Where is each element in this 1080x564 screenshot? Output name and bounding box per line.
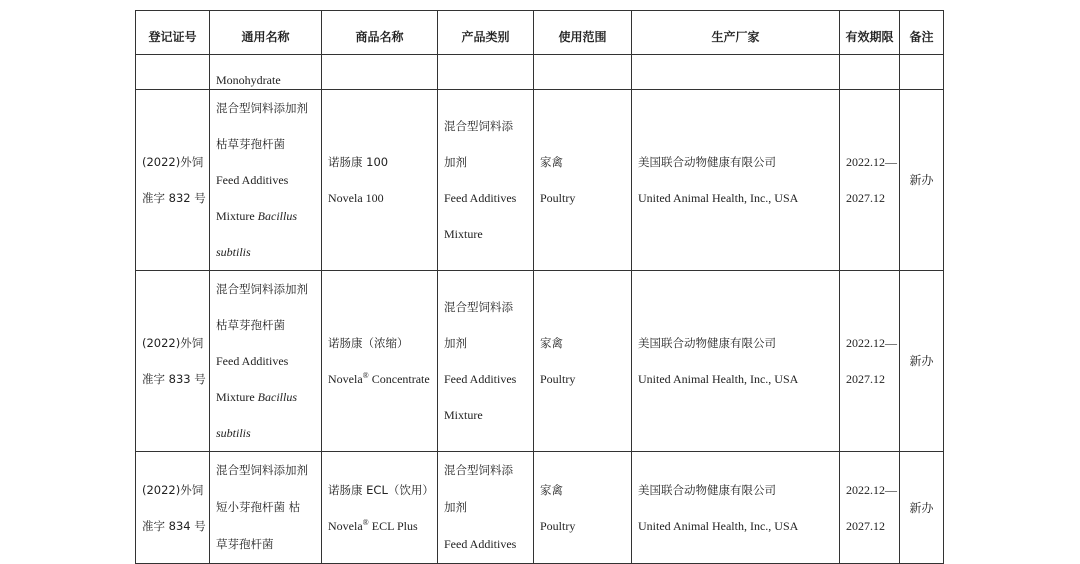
header-reg-no: 登记证号 (136, 11, 210, 55)
trade-name-en-suffix: ECL Plus (368, 518, 418, 533)
reg-no-line: (2022)外饲 (142, 336, 204, 350)
cell-manufacturer (632, 452, 840, 564)
generic-tail: Monohydrate (216, 73, 281, 87)
cell-reg-no (136, 55, 210, 90)
header-trade-name: 商品名称 (322, 11, 438, 55)
registration-table (135, 10, 944, 564)
trade-name-en-text: Novela 100 (328, 191, 384, 205)
continuation-row (136, 55, 944, 90)
cell-manufacturer (632, 55, 840, 90)
trade-name-en-text: Novela (328, 372, 363, 386)
cell-note: 新办 (900, 452, 944, 564)
cell-scope (534, 452, 632, 564)
trade-name-en (328, 180, 431, 216)
scope-cn: 家禽 (540, 155, 563, 169)
cell-trade-name (322, 55, 438, 90)
header-category: 产品类别 (438, 11, 534, 55)
scope-cn: 家禽 (540, 336, 563, 350)
scope-en: Poultry (540, 191, 576, 205)
header-row (136, 11, 944, 55)
cell-reg-no (136, 90, 210, 271)
cell-validity (840, 55, 900, 90)
maker-en: United Animal Health, Inc., USA (638, 518, 799, 533)
trade-name-en-suffix: Concentrate (368, 372, 430, 386)
species-name: subtilis (216, 426, 251, 440)
cell-category (438, 55, 534, 90)
maker-en: United Animal Health, Inc., USA (638, 191, 799, 205)
maker-cn: 美国联合动物健康有限公司 (638, 482, 776, 497)
species-name: Bacillus (257, 209, 297, 223)
validity-line: 2027.12 (846, 191, 885, 205)
trade-name-en-text: Novela (328, 518, 363, 533)
category-line: 加剂 (444, 336, 467, 350)
generic-line-species (216, 234, 315, 270)
cell-reg-no (136, 452, 210, 564)
reg-no-line: 准字 832 号 (142, 191, 206, 205)
cell-validity (840, 452, 900, 564)
generic-line: 短小芽孢杆菌 枯 (216, 500, 301, 514)
species-name: subtilis (216, 245, 251, 259)
cell-category (438, 90, 534, 271)
category-line: Feed Additives (444, 191, 517, 205)
cell-category (438, 271, 534, 452)
table-row (136, 452, 944, 564)
maker-en: United Animal Health, Inc., USA (638, 372, 799, 386)
category-line: 混合型饲料添 (444, 300, 513, 314)
maker-cn: 美国联合动物健康有限公司 (638, 155, 776, 169)
trade-name-cn: 诺肠康 100 (328, 155, 389, 169)
cell-validity (840, 90, 900, 271)
generic-mixture-text: Mixture (216, 209, 258, 223)
registered-mark: ® (362, 371, 369, 380)
cell-manufacturer (632, 271, 840, 452)
scope-en: Poultry (540, 518, 576, 533)
validity-line: 2027.12 (846, 372, 885, 386)
generic-line: 混合型饲料添加剂 (216, 282, 308, 296)
cell-trade-name (322, 90, 438, 271)
generic-line: 混合型饲料添加剂 (216, 101, 308, 115)
generic-line: 枯草芽孢杆菌 (216, 318, 285, 332)
validity-line: 2022.12— (846, 155, 897, 169)
generic-line-mixture (216, 379, 315, 415)
category-line: Feed Additives (444, 372, 517, 386)
cell-generic-name (210, 271, 322, 452)
registered-mark: ® (362, 517, 369, 527)
trade-name-cn: 诺肠康 ECL（饮用） (328, 482, 434, 497)
header-scope: 使用范围 (534, 11, 632, 55)
cell-scope (534, 271, 632, 452)
cell-note: 新办 (900, 90, 944, 271)
header-validity: 有效期限 (840, 11, 900, 55)
category-line: 加剂 (444, 155, 467, 169)
category-line: Mixture (444, 227, 483, 241)
generic-line: 草芽孢杆菌 (216, 537, 274, 551)
category-line: 混合型饲料添 (444, 119, 513, 133)
validity-line: 2027.12 (846, 518, 885, 533)
category-line: 加剂 (444, 500, 467, 514)
header-generic-name: 通用名称 (210, 11, 322, 55)
generic-line: Feed Additives (216, 354, 289, 368)
header-manufacturer: 生产厂家 (632, 11, 840, 55)
cell-category (438, 452, 534, 564)
trade-name-en (328, 361, 431, 397)
cell-note (900, 55, 944, 90)
generic-line: 混合型饲料添加剂 (216, 463, 308, 477)
table-row (136, 90, 944, 271)
registration-table-page (135, 10, 944, 564)
category-line: Feed Additives (444, 537, 517, 551)
cell-reg-no (136, 271, 210, 452)
reg-no-line: (2022)外饲 (142, 482, 204, 497)
category-line: Mixture (444, 408, 483, 422)
trade-name-en (328, 508, 431, 544)
validity-line: 2022.12— (846, 336, 897, 350)
generic-line: Feed Additives (216, 173, 289, 187)
header-note: 备注 (900, 11, 944, 55)
generic-line-mixture (216, 198, 315, 234)
category-line: 混合型饲料添 (444, 463, 513, 477)
trade-name-cn: 诺肠康（浓缩） (328, 336, 409, 350)
cell-manufacturer (632, 90, 840, 271)
scope-cn: 家禽 (540, 482, 563, 497)
scope-en: Poultry (540, 372, 576, 386)
validity-line: 2022.12— (846, 482, 897, 497)
reg-no-line: 准字 833 号 (142, 372, 206, 386)
cell-trade-name (322, 452, 438, 564)
cell-validity (840, 271, 900, 452)
reg-no-line: 准字 834 号 (142, 518, 206, 533)
table-row (136, 271, 944, 452)
maker-cn: 美国联合动物健康有限公司 (638, 336, 776, 350)
cell-generic-name (210, 90, 322, 271)
cell-trade-name (322, 271, 438, 452)
cell-generic-name (210, 452, 322, 564)
reg-no-line: (2022)外饲 (142, 155, 204, 169)
generic-line-species (216, 415, 315, 451)
cell-scope (534, 55, 632, 90)
cell-generic-name (210, 55, 322, 90)
cell-note: 新办 (900, 271, 944, 452)
cell-scope (534, 90, 632, 271)
generic-line: 枯草芽孢杆菌 (216, 137, 285, 151)
species-name: Bacillus (257, 390, 297, 404)
generic-mixture-text: Mixture (216, 390, 258, 404)
